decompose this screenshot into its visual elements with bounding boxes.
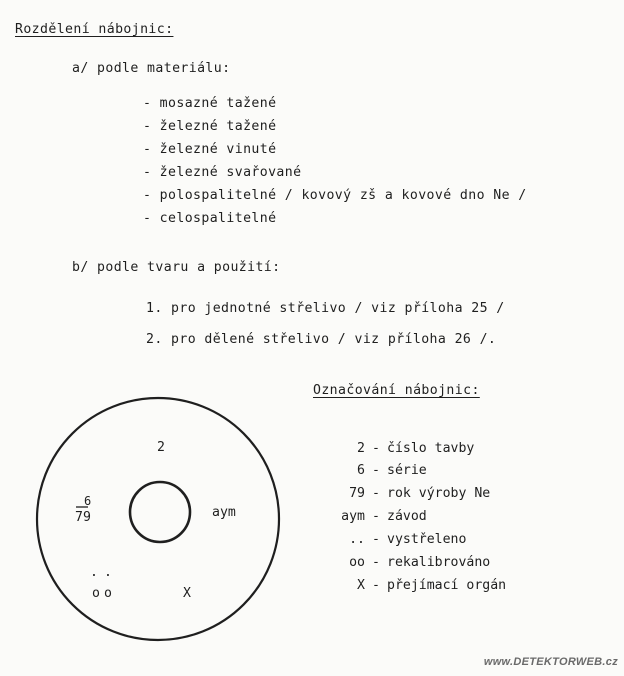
disc-mark-inspector: X [183,586,191,601]
legend-row: 79 - rok výroby Ne [349,486,491,501]
legend-row: X - přejímací orgán [357,578,507,593]
disc-mark-recalibrated: oo [92,586,116,601]
list-item: - železné svařované [143,165,302,180]
cartridge-base-diagram [34,395,282,643]
marking-title: Označování nábojnic: [313,383,480,398]
legend-row: .. - vystřeleno [349,532,467,547]
legend-row: 6 - série [357,463,427,478]
legend-row: aym - závod [341,509,427,524]
list-item: 2. pro dělené střelivo / viz příloha 26 /. [146,332,497,347]
primer-ring [130,482,190,542]
list-item: - celospalitelné [143,211,277,226]
list-item: - polospalitelné / kovový zš a kovové dno Ne / [143,188,527,203]
disc-mark-factory: aym [212,505,236,520]
disc-svg [34,395,282,643]
list-item: - železné vinuté [143,142,277,157]
disc-mark-melt: 2 [157,440,165,455]
legend-row: 2 - číslo tavby [357,441,475,456]
disc-mark-series: 6 [84,494,92,508]
disc-mark-fired: .. [90,565,118,580]
watermark: www.DETEKTORWEB.cz [483,656,618,668]
section-b-title: b/ podle tvaru a použití: [72,260,281,275]
list-item: - mosazné tažené [143,96,277,111]
heading: Rozdělení nábojnic: [15,22,174,37]
disc-mark-year: 79 [75,510,91,525]
list-item: - železné tažené [143,119,277,134]
outer-rim [37,398,279,640]
section-a-title: a/ podle materiálu: [72,61,231,76]
legend-row: oo - rekalibrováno [349,555,491,570]
list-item: 1. pro jednotné střelivo / viz příloha 25 / [146,301,505,316]
